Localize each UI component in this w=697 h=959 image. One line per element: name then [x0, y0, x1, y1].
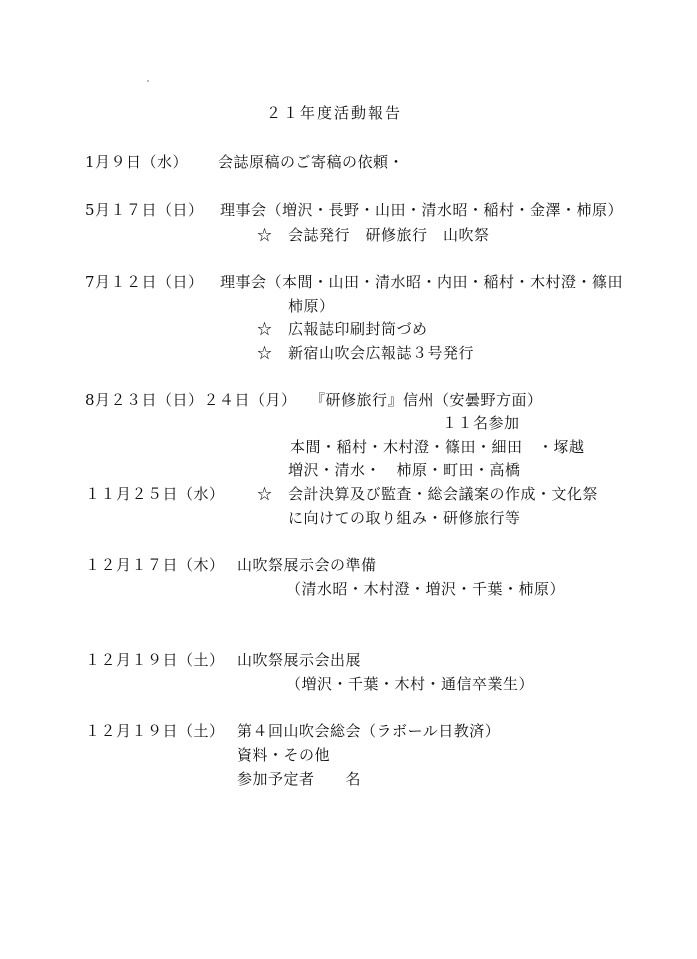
entry-date: １２月１７日（木） — [85, 556, 225, 574]
entry-line: 増沢・清水・ 柿原・町田・高橋 — [288, 461, 521, 479]
entry-date: １２月１９日（土） — [85, 651, 225, 669]
entry-date: 5月１７日（日） — [85, 201, 204, 219]
entry-line: 会誌原稿のご寄稿の依頼・ — [218, 153, 405, 171]
entry-line: （清水昭・木村澄・増沢・千葉・柿原） — [286, 580, 566, 598]
entry-line: ☆ 広報誌印刷封筒づめ — [257, 320, 428, 338]
entry-line: 第４回山吹会総会（ラボール日教済） — [237, 722, 501, 740]
document-title: ２１年度活動報告 — [266, 104, 403, 122]
entry-line: 山吹祭展示会出展 — [237, 651, 362, 669]
entry-line: １１名参加 — [442, 414, 520, 432]
entry-line: 理事会（増沢・長野・山田・清水昭・稲村・金澤・柿原） — [220, 201, 624, 219]
scan-speck — [147, 80, 149, 82]
entry-line: ☆ 会計決算及び監査・総会議案の作成・文化祭 — [257, 485, 599, 503]
entry-date: １１月２５日（水） — [85, 485, 225, 503]
entry-date: 8月２３日（日）２４日（月） — [85, 391, 297, 409]
entry-line: に向けての取り組み・研修旅行等 — [288, 509, 521, 527]
entry-line: 資料・その他 — [237, 746, 331, 764]
entry-date: 7月１２日（日） — [85, 273, 204, 291]
entry-line: ☆ 会誌発行 研修旅行 山吹祭 — [257, 226, 490, 244]
entry-line: 山吹祭展示会の準備 — [237, 556, 377, 574]
entry-line: 本間・稲村・木村澄・篠田・細田 ・塚越 — [290, 438, 585, 456]
entry-line: 柿原） — [288, 297, 335, 315]
entry-line: （増沢・千葉・木村・通信卒業生） — [286, 675, 535, 693]
entry-date: 1月９日（水） — [85, 153, 189, 171]
entry-line: 『研修旅行』信州（安曇野方面） — [310, 391, 543, 409]
entry-date: １２月１９日（土） — [85, 722, 225, 740]
entry-line: ☆ 新宿山吹会広報誌３号発行 — [257, 344, 475, 362]
entry-line: 理事会（本間・山田・清水昭・内田・稲村・木村澄・篠田 — [220, 273, 624, 291]
entry-line: 参加予定者 名 — [237, 770, 362, 788]
